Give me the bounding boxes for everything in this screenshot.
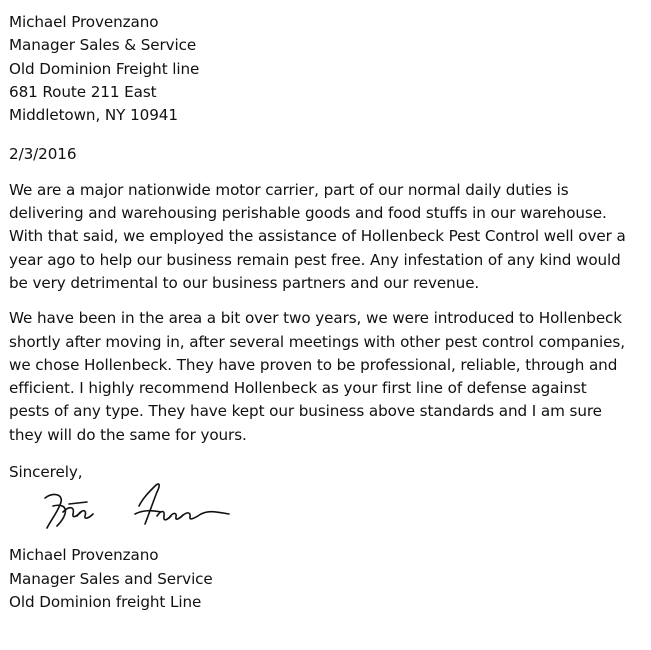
paragraph-line: be very detrimental to our business partners and our revenue. [9, 273, 480, 292]
paragraph-line: efficient. I highly recommend Hollenbeck as your first line of defense against [9, 379, 587, 398]
paragraph-line: pests of any type. They have kept our business above standards and I am sure [9, 402, 602, 421]
signer-name: Michael Provenzano [9, 546, 159, 565]
paragraph-line: year ago to help our business remain pest free. Any infestation of any kind would [9, 250, 621, 269]
sender-street: 681 Route 211 East [9, 82, 157, 101]
sender-title: Manager Sales & Service [9, 36, 197, 55]
body-paragraph-2 [9, 307, 649, 447]
sender-city: Middletown, NY 10941 [9, 106, 178, 125]
signature [9, 484, 329, 544]
paragraph-line: shortly after moving in, after several meetings with other pest control companies, [9, 332, 625, 351]
signature-block [9, 544, 649, 614]
handwritten-signature-icon [39, 476, 259, 536]
closing: Sincerely, [9, 463, 83, 482]
sender-address-block [9, 11, 649, 127]
signer-company: Old Dominion freight Line [9, 592, 202, 611]
paragraph-line: We are a major nationwide motor carrier, part of our normal daily duties is [9, 180, 569, 199]
sender-name: Michael Provenzano [9, 13, 159, 31]
paragraph-line: With that said, we employed the assistance of Hollenbeck Pest Control well over a [9, 227, 626, 246]
paragraph-line: they will do the same for yours. [9, 425, 247, 444]
paragraph-line: delivering and warehousing perishable goods and food stuffs in our warehouse. [9, 204, 607, 223]
body-paragraph-1 [9, 179, 649, 295]
signer-title: Manager Sales and Service [9, 569, 213, 588]
sender-company: Old Dominion Freight line [9, 59, 200, 78]
paragraph-line: we chose Hollenbeck. They have proven to be professional, reliable, through and [9, 355, 618, 374]
letter [9, 11, 649, 614]
paragraph-line: We have been in the area a bit over two years, we were introduced to Hollenbeck [9, 309, 623, 328]
letter-date: 2/3/2016 [9, 145, 77, 164]
